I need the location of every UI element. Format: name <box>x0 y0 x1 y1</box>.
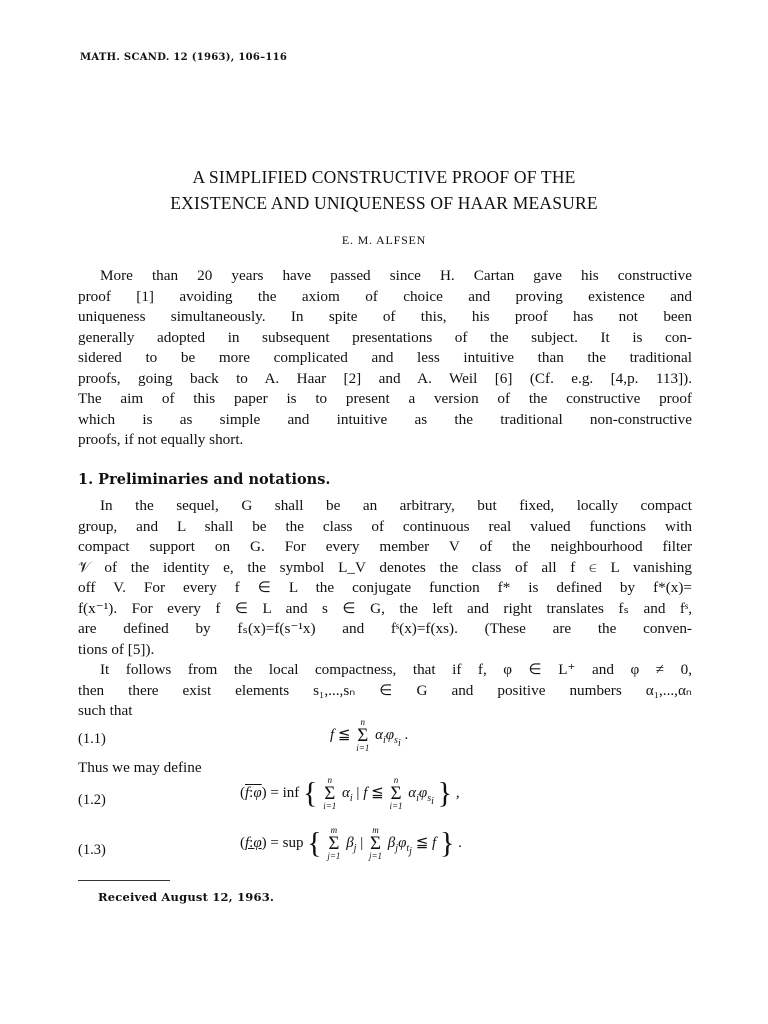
section-line: are defined by fₛ(x)=f(s⁻¹x) and fˢ(x)=f(xs). (These are the conven- <box>78 620 692 637</box>
abstract-line: proof [1] avoiding the axiom of choice and proving existence and <box>78 287 692 305</box>
abstract-line: proofs, if not equally short. <box>78 431 244 448</box>
title-line-1: A SIMPLIFIED CONSTRUCTIVE PROOF OF THE <box>192 167 576 187</box>
section-line: off V. For every f ∈ L the conjugate function f* is defined by f*(x)= <box>78 579 692 596</box>
equation-number-1-1: (1.1) <box>78 731 106 747</box>
thus-define: Thus we may define <box>78 759 202 776</box>
section-line: group, and L shall be the class of continuous real valued functions with <box>78 517 692 535</box>
equation-1-1: f ≦ n Σ i=1 $\alpha_i\varphi_{s_i}$ . <box>330 717 409 753</box>
section-line: f(x⁻¹). For every f ∈ L and s ∈ G, the left and right translates fₛ and fˢ, <box>78 599 692 617</box>
abstract-line: proofs, going back to A. Haar [2] and A. Weil [6] (Cf. e.g. [4,p. 113]). <box>78 369 692 387</box>
footnote-rule <box>78 880 170 881</box>
para2-line: then there exist elements s₁,...,sₙ ∈ G and positive numbers α₁,...,αₙ <box>78 681 692 699</box>
abstract-line: The aim of this paper is to present a version of the constructive proof <box>78 390 692 407</box>
running-head: MATH. SCAND. 12 (1963), 106–116 <box>80 52 288 63</box>
section-line: In the sequel, G shall be an arbitrary, but fixed, locally compact <box>100 497 692 514</box>
section-paragraph <box>78 496 692 660</box>
paragraph-2 <box>78 660 692 722</box>
equation-1-2: (f:φ) = inf { n Σ i=1 $\alpha_i$ | f ≦ n Σ i=1 $\alpha_i\varphi_{s_i}$ } , <box>240 775 460 811</box>
section-heading: 1. Preliminaries and notations. <box>78 471 331 488</box>
section-line: 𝒱 of the identity e, the symbol L_V denotes the class of all f ∈ L vanishing <box>78 558 692 576</box>
section-line: tions of [5]). <box>78 640 155 658</box>
abstract-line: uniqueness simultaneously. In spite of this, his proof has not been <box>78 308 692 325</box>
title-line-2: EXISTENCE AND UNIQUENESS OF HAAR MEASURE <box>170 193 598 213</box>
abstract-line: which is as simple and intuitive as the traditional non-constructive <box>78 410 692 428</box>
author: E. M. ALFSEN <box>341 233 427 247</box>
footnote: Received August 12, 1963. <box>98 890 275 904</box>
abstract-line: More than 20 years have passed since H. Cartan gave his constructive <box>100 267 692 284</box>
section-line: compact support on G. For every member V of the neighbourhood filter <box>78 538 692 555</box>
abstract-line: sidered to be more complicated and less intuitive than the traditional <box>78 349 692 366</box>
paper-title <box>60 164 708 216</box>
equation-1-3: (f:φ) = sup { m Σ j=1 $\beta_j$ | m Σ j=1 $\beta_j\varphi_{t_j}$ ≦ f } . <box>240 825 462 861</box>
abstract-line: generally adopted in subsequent presentations of the subject. It is con- <box>78 328 692 346</box>
para2-line: It follows from the local compactness, that if f, φ ∈ L⁺ and φ ≠ 0, <box>100 661 692 678</box>
para2-line: such that <box>78 702 133 719</box>
equation-number-1-3: (1.3) <box>78 842 106 858</box>
abstract-paragraph <box>78 266 692 451</box>
equation-number-1-2: (1.2) <box>78 792 106 808</box>
